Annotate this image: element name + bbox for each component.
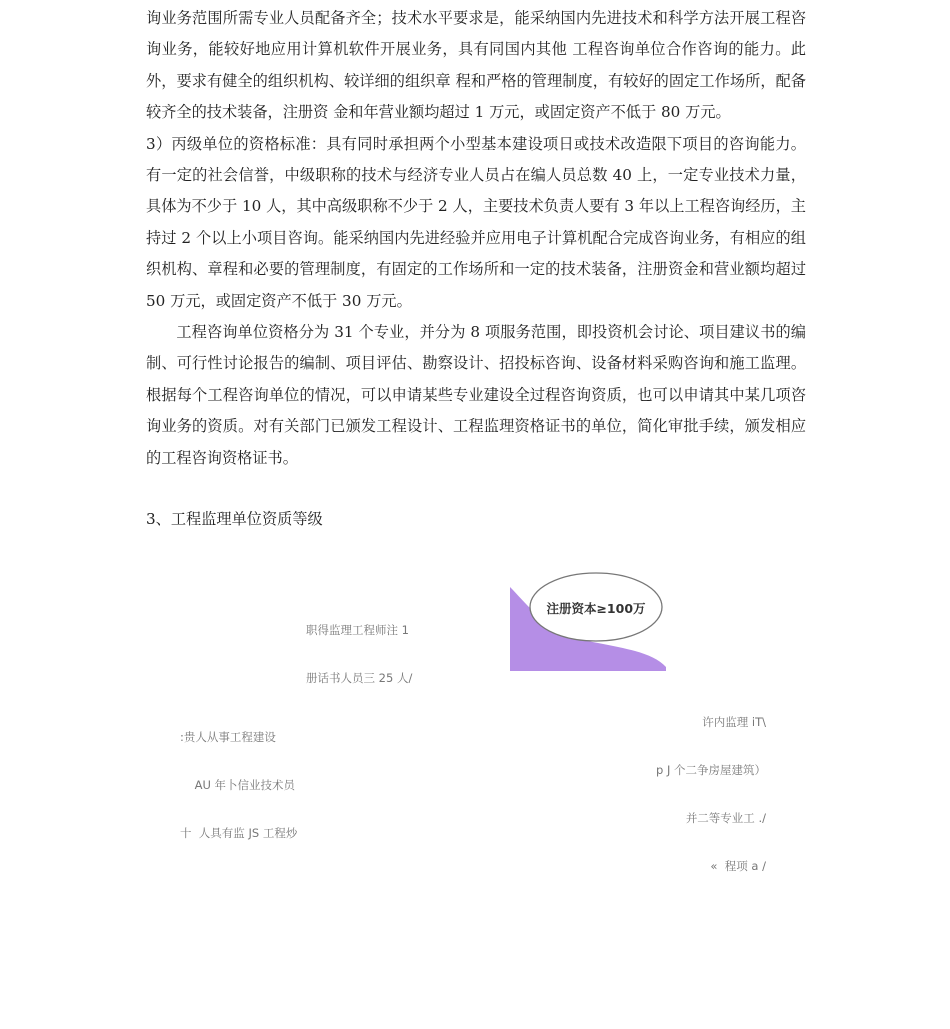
figure-left-note bbox=[180, 697, 297, 873]
registered-capital-graphic bbox=[508, 565, 668, 673]
figure-top-note bbox=[306, 590, 412, 718]
figure-right-note-line: 许内监理 iT\ bbox=[702, 715, 766, 729]
figure-left-note-line: AU 年卜信业技术员 bbox=[180, 778, 296, 792]
figure-graphic bbox=[508, 565, 668, 673]
figure-right-note-line: « 程项 a / bbox=[710, 859, 766, 873]
figure-top-note-line: 职得监理工程师注 1 bbox=[306, 623, 409, 637]
figure-right-note bbox=[600, 682, 766, 906]
figure-left-note-line: :贵人从事工程建设 bbox=[180, 730, 276, 744]
figure-right-note-line: 并二等专业工 ./ bbox=[685, 811, 766, 825]
paragraph-1: 询业务范围所需专业人员配备齐全；技术水平要求是，能采纳国内先进技术和科学方法开展工程咨询业务，能较好地应用计算机软件开展业务，具有同国内其他 工程咨询单位合作咨询的能力。此外，要求有健全的组织机构、较详细的组织章 程和严格的管理制度，有较好的固定工作场所，配备较齐全的技术装备，注册资 金和年营业额均超过 1 万元，或固定资产不低于 80 万元。 bbox=[146, 9, 806, 122]
figure-left-note-line: 十 人具有监 JS 工程炒 bbox=[180, 826, 298, 840]
paragraph-3: 工程咨询单位资格分为 31 个专业，并分为 8 项服务范围，即投资机会讨论、项目建议书的编制、可行性讨论报告的编制、项目评估、勘察设计、招投标咨询、设备材料采购咨询和施工监理。根据每个工程咨询单位的情况，可以申请某些专业建设全过程咨询资质，也可以申请其中某几项咨询业务的资质。对有关部门已颁发工程设计、工程监理资格证书的单位，简化审批手续，颁发相应的工程咨询资格证书。 bbox=[146, 323, 806, 467]
capital-oval-label: 注册资本≥100万 bbox=[546, 601, 646, 616]
body-text bbox=[146, 3, 806, 474]
paragraph-2: 3）丙级单位的资格标准：具有同时承担两个小型基本建设项日或技术改造限下项目的咨询能力。有一定的社会信誉，中级职称的技术与经济专业人员占在编人员总数 40 上，一定专业技术力量，具体为不少于 10 人，其中高级职称不少于 2 人，主要技术负责人要有 3 年以上工程咨询经历，主持过 2 个以上小项目咨询。能采纳国内先进经验并应用电子计算机配合完成咨询业务，有相应的组织机构、章程和必要的管理制度，有固定的工作场所和一定的技术装备，注册资金和营业额均超过 50 万元，或固定资产不低于 30 万元。 bbox=[146, 134, 806, 310]
figure-top-note-line: 册话书人员三 25 人/ bbox=[306, 671, 413, 685]
figure-right-note-line: p J 个二争房屋建筑） bbox=[655, 763, 766, 777]
section-heading: 3、工程监理单位资质等级 bbox=[146, 510, 323, 528]
